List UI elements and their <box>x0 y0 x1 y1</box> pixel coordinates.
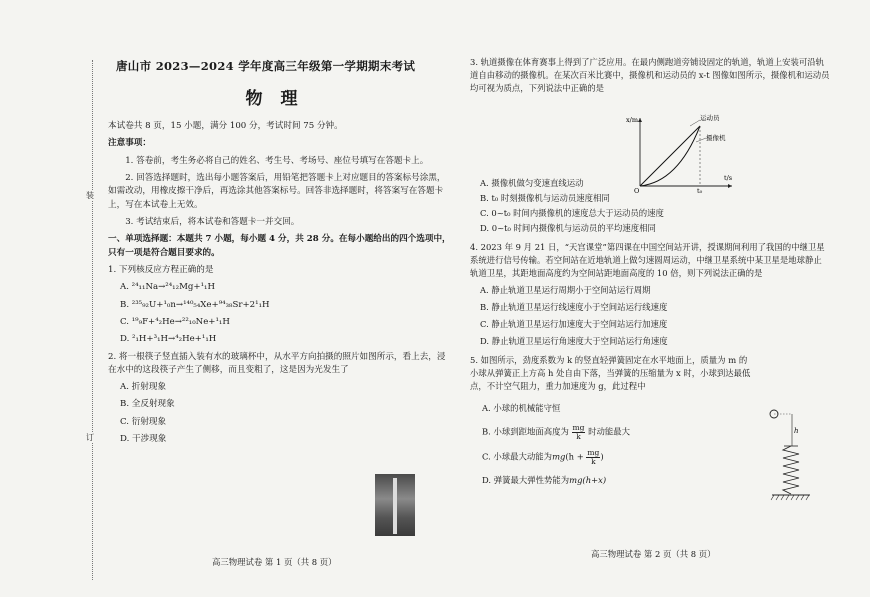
q3-option-b: B. t₀ 时刻摄像机与运动员速度相同 <box>480 193 610 204</box>
notice-item: 3. 考试结束后，将本试卷和答题卡一并交回。 <box>125 217 300 228</box>
q5-option-d-text: D. 弹簧最大弹性势能为 <box>482 475 570 486</box>
section1-heading: 一、单项选择题：本题共 7 小题，每小题 4 分，共 28 分。在每小题给出的四个选项中，只有一项是符合题目要求的。 <box>108 234 451 258</box>
fraction-denominator: k <box>576 431 581 441</box>
q5-option-a: A. 小球的机械能守恒 <box>482 403 561 414</box>
camera-line <box>640 126 700 186</box>
xt-graph <box>628 112 738 194</box>
left-column <box>108 58 453 450</box>
q2-option-b: B. 全反射现象 <box>120 399 175 410</box>
q1-stem: 1. 下列核反应方程正确的是 <box>108 264 214 275</box>
fraction-numerator: mg <box>572 423 585 433</box>
q1-option-d: D. ²₁H+³₁H→⁴₂He+¹₁H <box>120 334 217 345</box>
q5-fraction <box>586 449 600 465</box>
athlete-label: 运动员 <box>700 114 720 122</box>
q5-mg: mg <box>552 451 566 462</box>
height-label: h <box>794 427 799 435</box>
q5-fraction <box>572 424 586 440</box>
x-axis-label: t/s <box>724 174 733 182</box>
subject-title: 物理 <box>245 88 316 109</box>
q2-option-d: D. 干涉现象 <box>120 434 167 445</box>
q1-option-b: B. ²³⁵₉₂U+¹₀n→¹⁴⁰₅₄Xe+⁹⁴₃₈Sr+2¹₁H <box>120 299 270 310</box>
footer-page-2: 高三物理试卷 第 2 页（共 8 页） <box>591 549 716 559</box>
notice-item: 1. 答卷前，考生务必将自己的姓名、考生号、考场号、座位号填写在答题卡上。 <box>125 155 429 166</box>
t0-label: t₀ <box>697 187 703 195</box>
q4-option-a: A. 静止轨道卫星运行周期小于空间站运行周期 <box>480 285 651 296</box>
notice-item: 2. 回答选择题时，选出每小题答案后，用铅笔把答题卡上对应题目的答案标号涂黑，如需改动，用橡皮擦干净后，再选涂其他答案标号。回答非选择题时，将答案写在答题卡上，写在本试卷上无效。 <box>108 173 446 210</box>
q4-option-b: B. 静止轨道卫星运行线速度小于空间站运行线速度 <box>480 302 668 313</box>
athlete-leader <box>690 120 700 126</box>
ground-hatch <box>771 495 809 500</box>
q5-option-c: C. 小球最大动能为mg(h + $\frac{mg}{k}$ ) <box>482 448 604 466</box>
exam-title: 唐山市 2023—2024 学年度高三年级第一学期期末考试 <box>116 59 416 73</box>
q5-option-b-end: 时动能最大 <box>588 426 630 437</box>
q2-option-c: C. 衍射现象 <box>120 416 167 427</box>
q3-stem: 3. 轨道摄像在体育赛事上得到了广泛应用。在最内侧跑道旁铺设固定的轨道，轨道上安装可沿轨道自由移动的摄像机。在某次百米比赛中，摄像机和运动员的 x-t 图像如图所示，摄像机和运动员均可视为质点，下列说法中正确的是 <box>470 57 830 94</box>
fraction-denominator: k <box>591 456 596 466</box>
binding-mark-bottom: 订 <box>86 433 94 442</box>
q5-option-b-text: B. 小球到距地面高度为 <box>482 426 569 437</box>
chopstick-photo <box>375 474 415 536</box>
q5-stem: 5. 如图所示，劲度系数为 k 的竖直轻弹簧固定在水平地面上，质量为 m 的小球从弹簧正上方高 h 处自由下落，当弹簧的压缩量为 x 时，小球到达最低点，不计空气阻力，重力加速度为 g，此过程中 <box>470 355 751 392</box>
intro-text: 本试卷共 8 页，15 小题，满分 100 分，考试时间 75 分钟。 <box>108 121 343 132</box>
q2-option-a: A. 折射现象 <box>120 382 167 393</box>
q5-c-h: h + <box>568 451 584 462</box>
q1-option-a: A. ²⁴₁₁Na→²⁴₁₂Mg+¹₁H <box>120 282 215 293</box>
binding-mark-top: 装 <box>86 191 94 200</box>
q3-option-d: D. 0~t₀ 时间内摄像机与运动员的平均速度相同 <box>480 223 656 234</box>
camera-leader <box>696 138 706 142</box>
q5-option-c-text: C. 小球最大动能为 <box>482 451 553 462</box>
q5-option-d-expr: mg(h+x) <box>569 475 607 486</box>
chopstick-rod <box>393 478 397 534</box>
y-axis-label: x/m <box>626 116 639 124</box>
q4-stem: 4. 2023 年 9 月 21 日，“天宫课堂”第四课在中国空间站开讲，授课期间利用了我国的中继卫星系统进行信号传输。若空间站在近地轨道上做匀速圆周运动，中继卫星系统中某卫星是地球静止轨道卫星，其距地面高度约为空间站距地面高度的 10 倍，则下列说法正确的是 <box>470 242 825 279</box>
q4-option-c: C. 静止轨道卫星运行加速度大于空间站运行加速度 <box>480 319 668 330</box>
camera-label: 摄像机 <box>706 134 726 142</box>
footer-page-1: 高三物理试卷 第 1 页（共 8 页） <box>212 557 337 567</box>
x-axis-arrow <box>638 118 642 122</box>
origin-label: O <box>634 187 640 195</box>
spring-coil <box>783 446 799 494</box>
q4-option-d: D. 静止轨道卫星运行角速度大于空间站运行角速度 <box>480 336 668 347</box>
notice-heading: 注意事项： <box>108 138 151 149</box>
q1-option-c: C. ¹⁹₉F+⁴₂He→²²₁₀Ne+¹₁H <box>120 316 230 327</box>
q2-stem: 2. 将一根筷子竖直插入装有水的玻璃杯中，从水平方向拍摄的照片如图所示，看上去，浸在水中的这段筷子产生了侧移，而且变粗了，这是因为光发生了 <box>108 351 446 375</box>
t-axis-arrow <box>728 184 732 188</box>
spring-figure <box>764 408 814 506</box>
binding-line <box>92 60 94 580</box>
q3-option-a: A. 摄像机做匀变速直线运动 <box>480 178 584 189</box>
fraction-numerator: mg <box>587 448 600 458</box>
q3-option-c: C. 0~t₀ 时间内摄像机的速度总大于运动员的速度 <box>480 208 664 219</box>
